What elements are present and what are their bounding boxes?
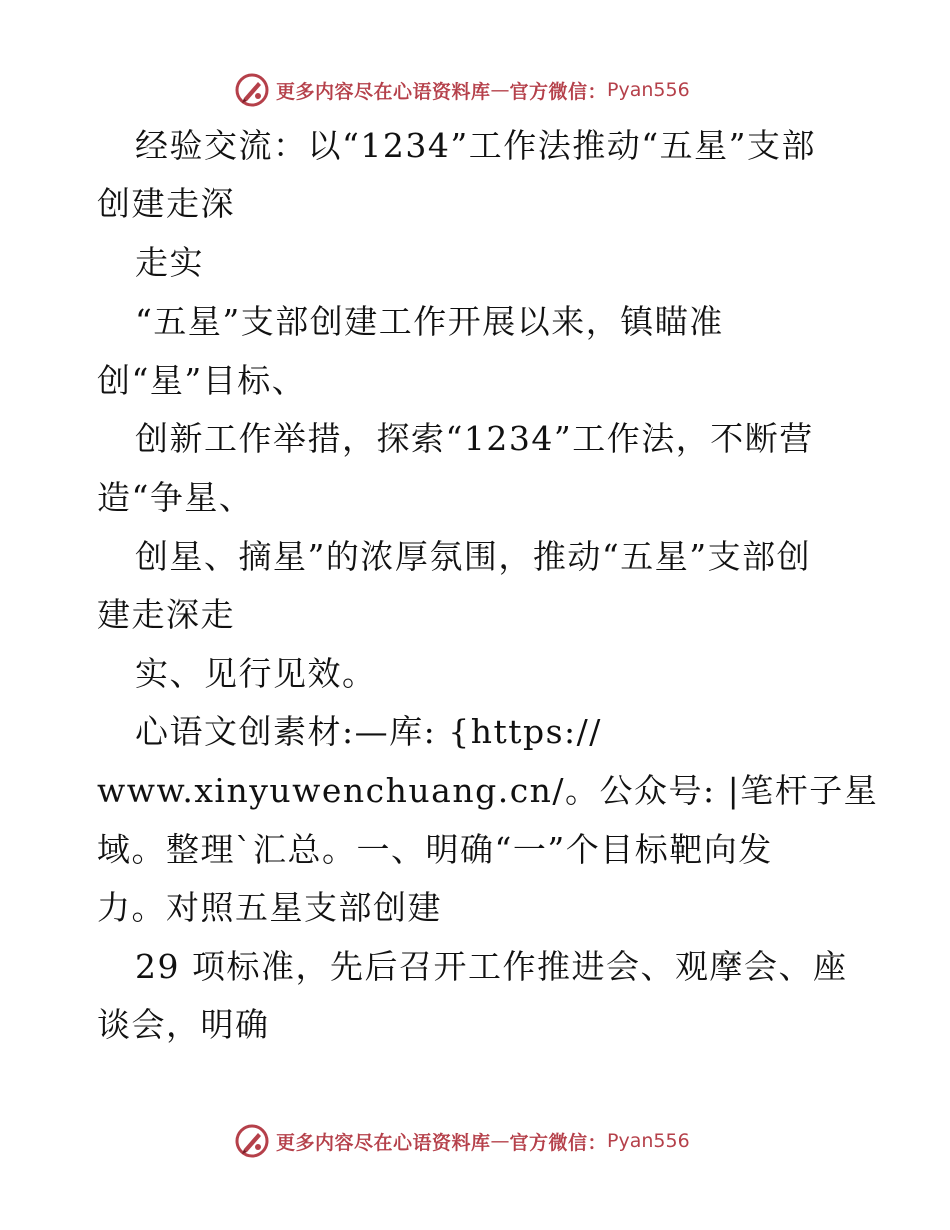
header-separator: — <box>490 79 510 101</box>
header-wechat-label: 官方微信： <box>509 80 608 103</box>
doc-line-13: 域。整理`汇总。一、明确“一”个目标靶向发 <box>97 830 773 869</box>
doc-line-1: 经验交流：以“1234”工作法推动“五星”支部 <box>135 126 816 165</box>
doc-line-3: 走实 <box>135 243 204 282</box>
header-banner <box>234 70 690 110</box>
doc-line-12: www.xinyuwenchuang.cn/。公众号: |笔杆子星 <box>97 771 879 810</box>
doc-line-4: “五星”支部创建工作开展以来，镇瞄准 <box>135 302 724 341</box>
doc-line-11: 心语文创素材:—库: {https:// <box>135 712 602 751</box>
doc-line-5: 创“星”目标、 <box>97 361 307 400</box>
doc-line-2: 创建走深 <box>97 184 235 223</box>
pen-logo-icon <box>234 1123 270 1159</box>
footer-wechat-label: 官方微信： <box>509 1131 608 1154</box>
footer-brand-text: 更多内容尽在心语资料库 <box>276 1131 491 1154</box>
header-wechat-id: Pyan556 <box>607 79 690 101</box>
doc-line-10: 实、见行见效。 <box>135 654 377 693</box>
footer-separator: — <box>490 1130 510 1152</box>
doc-line-16: 谈会，明确 <box>97 1005 270 1044</box>
doc-line-9: 建走深走 <box>97 595 235 634</box>
footer-wechat-id: Pyan556 <box>607 1130 690 1152</box>
doc-line-8: 创星、摘星”的浓厚氛围，推动“五星”支部创 <box>135 537 812 576</box>
doc-line-14: 力。对照五星支部创建 <box>97 888 442 927</box>
header-brand-text: 更多内容尽在心语资料库 <box>276 80 491 103</box>
doc-line-7: 造“争星、 <box>97 478 254 517</box>
doc-line-15: 29 项标准，先后召开工作推进会、观摩会、座 <box>135 947 848 986</box>
footer-banner <box>234 1121 690 1161</box>
pen-logo-icon <box>234 72 270 108</box>
doc-line-6: 创新工作举措，探索“1234”工作法，不断营 <box>135 419 814 458</box>
